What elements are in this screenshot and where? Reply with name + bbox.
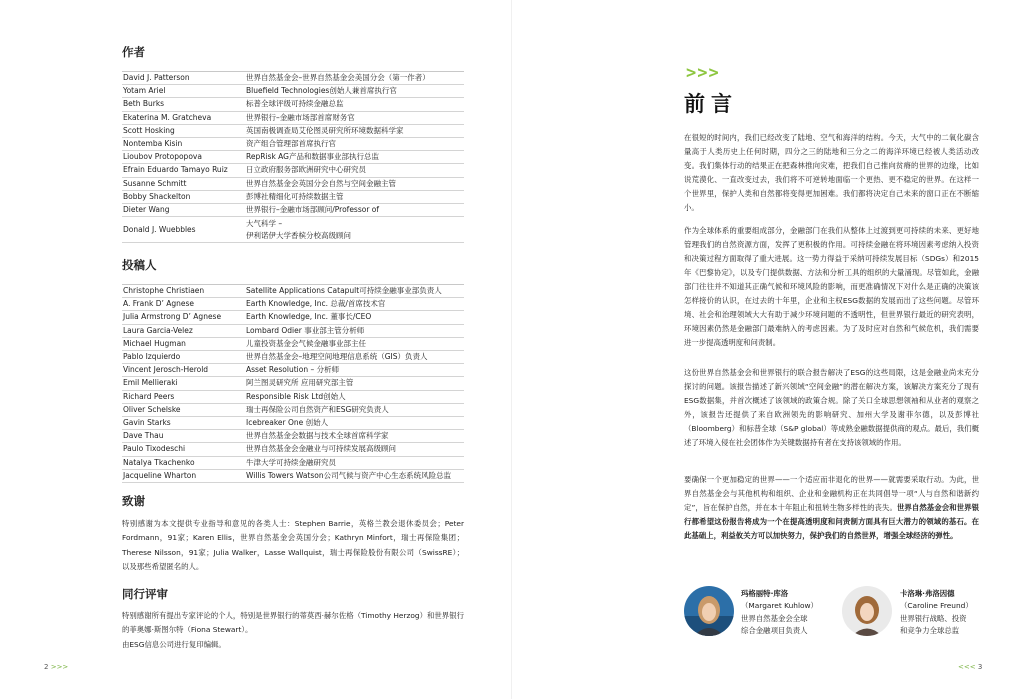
table-row <box>122 112 464 125</box>
signature-caroline <box>900 588 973 637</box>
person-name: Jacqueline Wharton <box>123 470 197 480</box>
signer-english-name: （Caroline Freund） <box>900 601 973 611</box>
person-name: Beth Burks <box>123 99 165 109</box>
page-number-left <box>44 663 68 671</box>
person-name: Susanne Schmitt <box>123 178 187 188</box>
person-role: 日立政府服务部欧洲研究中心研究员 <box>246 165 366 175</box>
table-row <box>122 470 464 483</box>
person-name: Paulo Tixodeschi <box>123 444 186 454</box>
person-name: Nontemba Kisin <box>123 139 183 149</box>
page-number: 3 <box>977 663 983 671</box>
person-name: Vincent Jerosch-Herold <box>123 365 209 375</box>
table-row <box>122 351 464 364</box>
person-role: Icebreaker One 创始人 <box>246 418 329 428</box>
person-name: Scott Hosking <box>123 125 175 135</box>
foreword-paragraph-3: 这份世界自然基金会和世界银行的联合报告解决了ESG的这些局限，这是金融业尚未充分探讨的问题。该报告描述了新兴领域“空间金融”的潜在解决方案，该解决方案充分了现有ESG数据集，并首次概述了该领域的政策合规。除了关口全球思想领袖和从业者的观察之外，该报告还提供了来自欧洲领先的影响研究、加州大学及谢菲尔德，以及彭博社（Bloomberg）和标普全球（S&P global）等成熟金融数据提供商的观点。最后，我们概述了环境入侵在社会团体作为关键数据持有者在支持该领域的作用。 <box>684 368 979 447</box>
authors-table <box>122 71 464 243</box>
person-role: 阿兰图灵研究所 应用研究部主管 <box>246 378 354 388</box>
person-role: 彭博社精细化可持续数据主管 <box>246 191 344 201</box>
person-role: Asset Resolution – 分析师 <box>246 365 340 375</box>
signer-title-1: 世界自然基金会全球 <box>741 613 808 623</box>
contributors-heading: 投稿人 <box>122 258 157 272</box>
table-row <box>122 191 464 204</box>
person-name: Yotam Ariel <box>123 86 166 96</box>
signature-margaret <box>741 588 818 637</box>
table-row <box>122 98 464 111</box>
person-name: A. Frank D’ Agnese <box>123 299 195 309</box>
page-number: 2 <box>44 663 49 671</box>
person-role: Satellite Applications Catapult可持续金融事业部负责人 <box>246 286 442 295</box>
person-role: 儿童投资基金会气候金融事业部主任 <box>246 338 366 348</box>
table-row <box>122 311 464 324</box>
signer-name: 玛格丽特·库洛 <box>741 589 789 598</box>
person-name: Dave Thau <box>123 431 164 441</box>
person-name: Efrain Eduardo Tamayo Ruiz <box>123 165 228 175</box>
person-name: Oliver Schelske <box>123 404 181 414</box>
table-row <box>122 125 464 138</box>
table-row <box>122 85 464 98</box>
paragraph-4-bold: 世界自然基金会和世界银行都希望这份报告将成为一个在提高透明度和问责制方面具有巨大潜力的领域的基石。在此基础上，利益攸关方可以加快努力，保护我们的自然世界，增强全球经济的弹性。 <box>684 503 979 540</box>
page-title: 前言 <box>684 92 738 116</box>
table-row <box>122 72 464 85</box>
person-role: 英国南极调查局艾伦图灵研究所环境数据科学家 <box>246 125 404 135</box>
signer-title-1: 世界银行战略、投资 <box>900 613 967 623</box>
page-arrows: >>> <box>50 663 69 671</box>
table-row <box>122 325 464 338</box>
person-name: David J. Patterson <box>123 73 190 82</box>
person-name: Richard Peers <box>123 391 175 401</box>
foreword-paragraph-2: 作为全球体系的重要组成部分，金融部门在我们从整体上过渡到更可持续的未来、更好地管理我们的自然资源方面，发挥了更积极的作用。可持续金融在将环境因素考虑纳入投资和决策过程方面取得了重大进展。这一势力得益于采纳可持续发展目标（SDGs）和2015年《巴黎协定》，以及专门提供数据、方法和分析工具的组织的大量涌现。尽管如此，金融部门往往并不知道其正确气候和环境风险的影响，而更准确情况下对什么是正确的决策该怎样接价的认识，在过去的十年里，企业和主权ESG数据的发展而出了这些问题。尽管环境、社会和治理领域大大有助于减少环境问题的不透明性，但世界银行最近的研究表明，环境因素仍然是金融部门最难纳入的考虑因素。为了及时应对自然和气候危机，我们需要进一步提高透明度和问责制。 <box>684 226 979 347</box>
person-role: Earth Knowledge, Inc. 总裁/首席技术官 <box>246 299 386 309</box>
person-role: 标普全球评级可持续金融总监 <box>246 99 344 109</box>
person-name: Ekaterina M. Gratcheva <box>123 112 212 122</box>
person-role: Earth Knowledge, Inc. 董事长/CEO <box>246 312 372 322</box>
person-role: 世界自然基金会–地理空间地理信息系统（GIS）负责人 <box>246 352 428 362</box>
signer-english-name: （Margaret Kuhlow） <box>741 601 818 611</box>
contributors-table <box>122 284 464 483</box>
person-role: 牛津大学可持续金融研究员 <box>246 457 336 467</box>
review-heading: 同行评审 <box>122 587 168 601</box>
right-page <box>512 0 1024 699</box>
person-name: Donald J. Wuebbles <box>123 224 196 234</box>
thanks-heading: 致谢 <box>122 494 145 508</box>
person-role: 世界自然基金会英国分会自然与空间金融主管 <box>246 178 396 188</box>
signer-title-2: 和竞争力全球总监 <box>900 625 960 635</box>
portrait-caroline-freund-icon <box>842 586 892 636</box>
person-role: Lombard Odier 事业部主管分析师 <box>246 325 365 335</box>
person-name: Gavin Starks <box>123 418 171 428</box>
person-name: Christophe Christiaen <box>123 286 205 295</box>
chevron-icon: >>> <box>686 63 720 83</box>
signer-title-2: 综合金融项目负责人 <box>741 625 808 635</box>
paragraph-4-plain: 要确保一个更加稳定的世界——一个适应而非退化的世界——就需要采取行动。为此，世界自然基金会与其他机构和组织、企业和金融机构正在共同倡导一项“人与自然和谐新约定”，旨在保护自然，并在本十年阻止和扭转生物多样性的丧失。 <box>684 475 979 512</box>
person-name: Michael Hugman <box>123 338 186 348</box>
person-name: Lioubov Protopopova <box>123 152 202 162</box>
person-role: 世界自然基金会数据与技术全球首席科学家 <box>246 431 389 441</box>
foreword-paragraph-4 <box>684 473 979 543</box>
table-row <box>122 417 464 430</box>
person-name: Emil Mellieraki <box>123 378 178 388</box>
person-name: Julia Armstrong D’ Agnese <box>123 312 222 322</box>
person-role: 资产组合管理部首席执行官 <box>246 139 336 149</box>
person-name: Laura Garcia-Velez <box>123 325 193 335</box>
table-row <box>122 430 464 443</box>
person-role: RepRisk AG产品和数据事业部执行总监 <box>246 152 379 162</box>
person-role: 世界银行–金融市场部首席财务官 <box>246 112 355 122</box>
signer-name: 卡洛琳·弗洛因德 <box>900 589 955 598</box>
table-row <box>122 338 464 351</box>
review-text: 特别感谢所有提出专家评论的个人，特别是世界银行的蒂莫西·赫尔佐格（Timothy Herzog）和世界银行的菲奥娜·斯图尔特（Fiona Stewart）。 <box>122 611 464 635</box>
person-role <box>246 218 464 241</box>
table-row <box>122 151 464 164</box>
portrait-margaret-kuhlow-icon <box>684 586 734 636</box>
table-row <box>122 204 464 217</box>
table-row <box>122 391 464 404</box>
person-role: 世界自然基金会–世界自然基金会美国分会（第一作者） <box>246 73 430 82</box>
page-arrows: <<< <box>958 663 976 671</box>
thanks-text: 特别感谢为本文提供专业指导和意见的各类人士：Stephen Barrie，英格兰教会退休委员会；Peter Fordmann，91家；Karen Ellis，世界自然基金会英国分会；Kathryn Minfort，瑞士再保险集团；Therese Nilsson，91家；Julia Walker，Lasse Wallquist，瑞士再保险股份有限公司（SwissRE）；以及那些希望匿名的人。 <box>122 519 464 571</box>
review-text-2: 由ESG信息公司进行复印编辑。 <box>122 640 226 649</box>
table-row <box>122 217 464 243</box>
person-name: Natalya Tkachenko <box>123 457 195 467</box>
person-role: Responsible Risk Ltd创始人 <box>246 391 346 401</box>
table-row <box>122 285 464 298</box>
person-role: 世界银行–金融市场部顾问/Professor of <box>246 205 380 215</box>
person-name: Bobby Shackelton <box>123 191 191 201</box>
person-name: Dieter Wang <box>123 205 170 215</box>
role-line-1: 大气科学 – <box>246 219 283 229</box>
table-row <box>122 443 464 456</box>
table-row <box>122 457 464 470</box>
authors-heading: 作者 <box>122 45 145 59</box>
role-line-2: 伊利诺伊大学香槟分校高级顾问 <box>246 230 351 240</box>
person-name: Pablo Izquierdo <box>123 352 181 362</box>
table-row <box>122 138 464 151</box>
table-row <box>122 404 464 417</box>
table-row <box>122 364 464 377</box>
person-role: Willis Towers Watson公司气候与资产中心生态系统风险总监 <box>246 470 452 480</box>
foreword-paragraph-1: 在很短的时间内，我们已经改变了陆地、空气和海洋的结构。今天，大气中的二氧化碳含量高于人类历史上任何时期，四分之三的陆地和三分之二的海洋环境已经被人类活动改变。我们集体行动的结果正在把森林推向灾难，把我们自己推向贫瘠的世界的边缘，比如说荒漠化、一直改变过去，我们将不可逆转地面临一个更热、更不稳定的世界。在这样一个世界里，保护人类和自然都将变得更加困难。我们都将决定自己未来的窗口正在不断缩小。 <box>684 133 979 212</box>
person-role: 世界自然基金会金融业与可持续发展高级顾问 <box>246 444 396 454</box>
person-role: Bluefield Technologies创始人兼首席执行官 <box>246 86 397 96</box>
page-number-right <box>958 663 982 671</box>
table-row <box>122 298 464 311</box>
person-role: 瑞士再保险公司自然资产和ESG研究负责人 <box>246 404 389 414</box>
table-row <box>122 377 464 390</box>
table-row <box>122 178 464 191</box>
table-row <box>122 164 464 177</box>
